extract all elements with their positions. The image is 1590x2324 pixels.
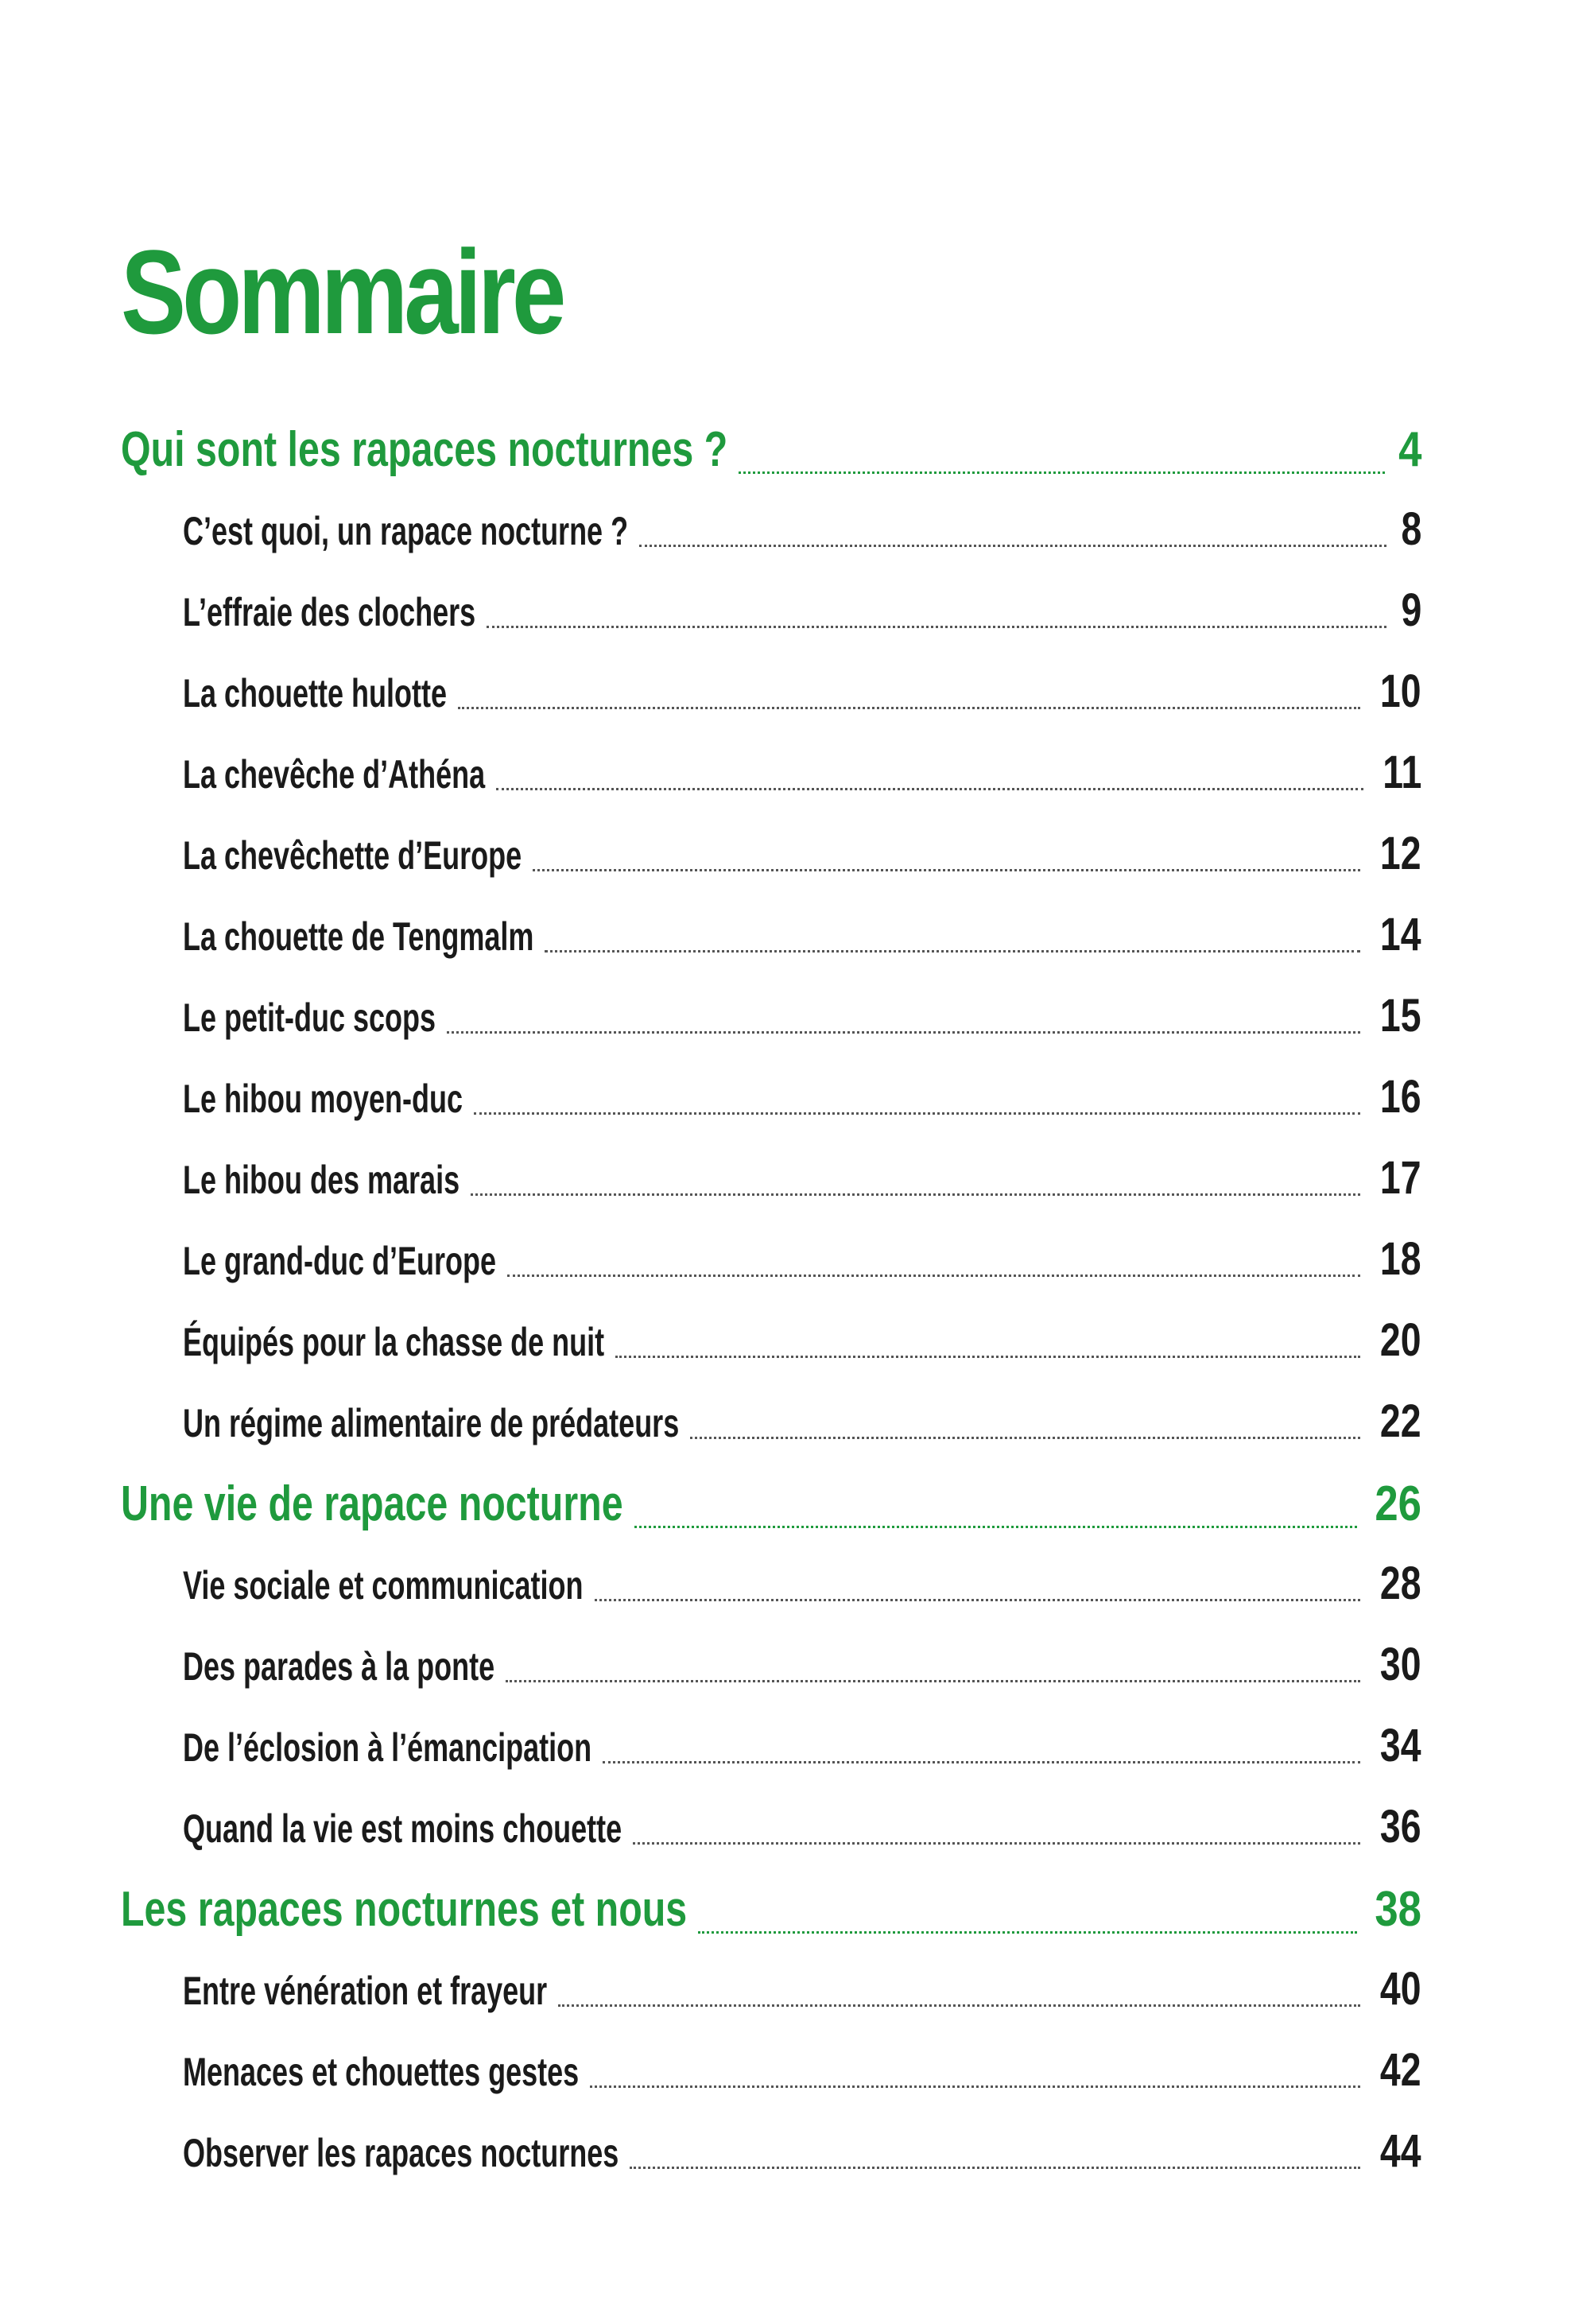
toc-page-number: 15 <box>1380 990 1421 1042</box>
toc-entry <box>183 1232 1421 1288</box>
toc-page-number: 36 <box>1380 1801 1421 1853</box>
toc-label: La chevêchette d’Europe <box>183 833 522 878</box>
toc-page-number: 17 <box>1380 1152 1421 1204</box>
toc-entry <box>183 584 1421 639</box>
toc-label: La chouette hulotte <box>183 671 447 716</box>
toc-label: Un régime alimentaire de prédateurs <box>183 1401 680 1445</box>
toc-label: Les rapaces nocturnes et nous <box>121 1882 688 1937</box>
dot-leader <box>447 1031 1360 1034</box>
toc-page-number: 16 <box>1380 1071 1421 1123</box>
toc-label: Des parades à la ponte <box>183 1644 495 1689</box>
dot-leader <box>603 1761 1360 1763</box>
toc-entry <box>183 1395 1421 1450</box>
toc-label: Une vie de rapace nocturne <box>121 1476 623 1531</box>
toc-entry <box>183 2124 1421 2180</box>
dot-leader <box>698 1931 1357 1934</box>
dot-leader <box>471 1193 1360 1196</box>
toc-label: Quand la vie est moins chouette <box>183 1806 622 1851</box>
toc-section <box>121 421 1421 485</box>
toc-entry <box>183 1638 1421 1694</box>
toc-section <box>121 1476 1421 1539</box>
dot-leader <box>595 1599 1361 1601</box>
toc-label: Entre vénération et frayeur <box>183 1969 548 2013</box>
toc-label: Le grand-duc d’Europe <box>183 1239 497 1283</box>
toc-label: Le hibou moyen-duc <box>183 1077 463 1121</box>
toc-page-number: 26 <box>1375 1476 1421 1531</box>
toc-page-number: 22 <box>1380 1395 1421 1447</box>
dot-leader <box>633 1842 1360 1845</box>
dot-leader <box>615 1356 1360 1358</box>
dot-leader <box>690 1437 1360 1439</box>
dot-leader <box>739 471 1384 474</box>
page-title: Sommaire <box>121 225 563 359</box>
toc-entry <box>183 1719 1421 1775</box>
toc-label: De l’éclosion à l’émancipation <box>183 1725 592 1770</box>
toc-page-number: 44 <box>1380 2125 1421 2177</box>
toc-entry <box>183 1962 1421 2018</box>
toc-page-number: 34 <box>1380 1720 1421 1771</box>
toc-page-number: 11 <box>1382 747 1421 798</box>
toc-entry <box>183 502 1421 558</box>
toc-entry <box>183 1557 1421 1612</box>
toc-entry <box>183 665 1421 720</box>
toc-page-number: 4 <box>1398 422 1421 477</box>
toc-page-number: 18 <box>1380 1233 1421 1285</box>
toc-label: Vie sociale et communication <box>183 1563 584 1608</box>
toc-label: C’est quoi, un rapace nocturne ? <box>183 509 629 553</box>
dot-leader <box>496 788 1363 790</box>
toc-label: Observer les rapaces nocturnes <box>183 2131 619 2175</box>
toc-label: Le hibou des marais <box>183 1158 460 1202</box>
toc-page-number: 30 <box>1380 1639 1421 1690</box>
toc-entry <box>183 746 1421 801</box>
toc-page-number: 10 <box>1380 665 1421 717</box>
dot-leader <box>590 2085 1360 2088</box>
dot-leader <box>507 1275 1360 1277</box>
toc-page-number: 12 <box>1380 828 1421 879</box>
toc-entry <box>183 1151 1421 1207</box>
toc-entry <box>183 2043 1421 2099</box>
toc-label: Équipés pour la chasse de nuit <box>183 1320 605 1364</box>
dot-leader <box>634 1526 1357 1528</box>
dot-leader <box>474 1112 1360 1115</box>
dot-leader <box>558 2004 1360 2007</box>
toc-page-number: 9 <box>1401 584 1421 636</box>
toc-section <box>121 1881 1421 1945</box>
toc-entry <box>183 1070 1421 1126</box>
toc-page-number: 42 <box>1380 2044 1421 2096</box>
toc-label: Menaces et chouettes gestes <box>183 2050 580 2094</box>
toc-page-number: 8 <box>1401 503 1421 555</box>
toc-entry <box>183 908 1421 964</box>
dot-leader <box>630 2167 1360 2169</box>
toc-page-number: 28 <box>1380 1558 1421 1609</box>
toc-label: La chouette de Tengmalm <box>183 914 534 959</box>
dot-leader <box>487 626 1386 628</box>
toc-label: La chevêche d’Athéna <box>183 752 486 797</box>
toc-page-number: 40 <box>1380 1963 1421 2015</box>
toc-entry <box>183 1800 1421 1856</box>
toc-label: L’effraie des clochers <box>183 590 476 634</box>
dot-leader <box>545 950 1360 952</box>
toc-entry <box>183 1313 1421 1369</box>
toc-entry <box>183 827 1421 883</box>
toc-page-number: 20 <box>1380 1314 1421 1366</box>
dot-leader <box>533 869 1360 871</box>
dot-leader <box>458 707 1360 709</box>
dot-leader <box>639 545 1386 547</box>
dot-leader <box>506 1680 1360 1682</box>
toc-entry <box>183 989 1421 1045</box>
toc-page-number: 14 <box>1380 909 1421 960</box>
toc-label: Qui sont les rapaces nocturnes ? <box>121 422 728 477</box>
toc-page-number: 38 <box>1375 1882 1421 1937</box>
toc-label: Le petit-duc scops <box>183 995 436 1040</box>
